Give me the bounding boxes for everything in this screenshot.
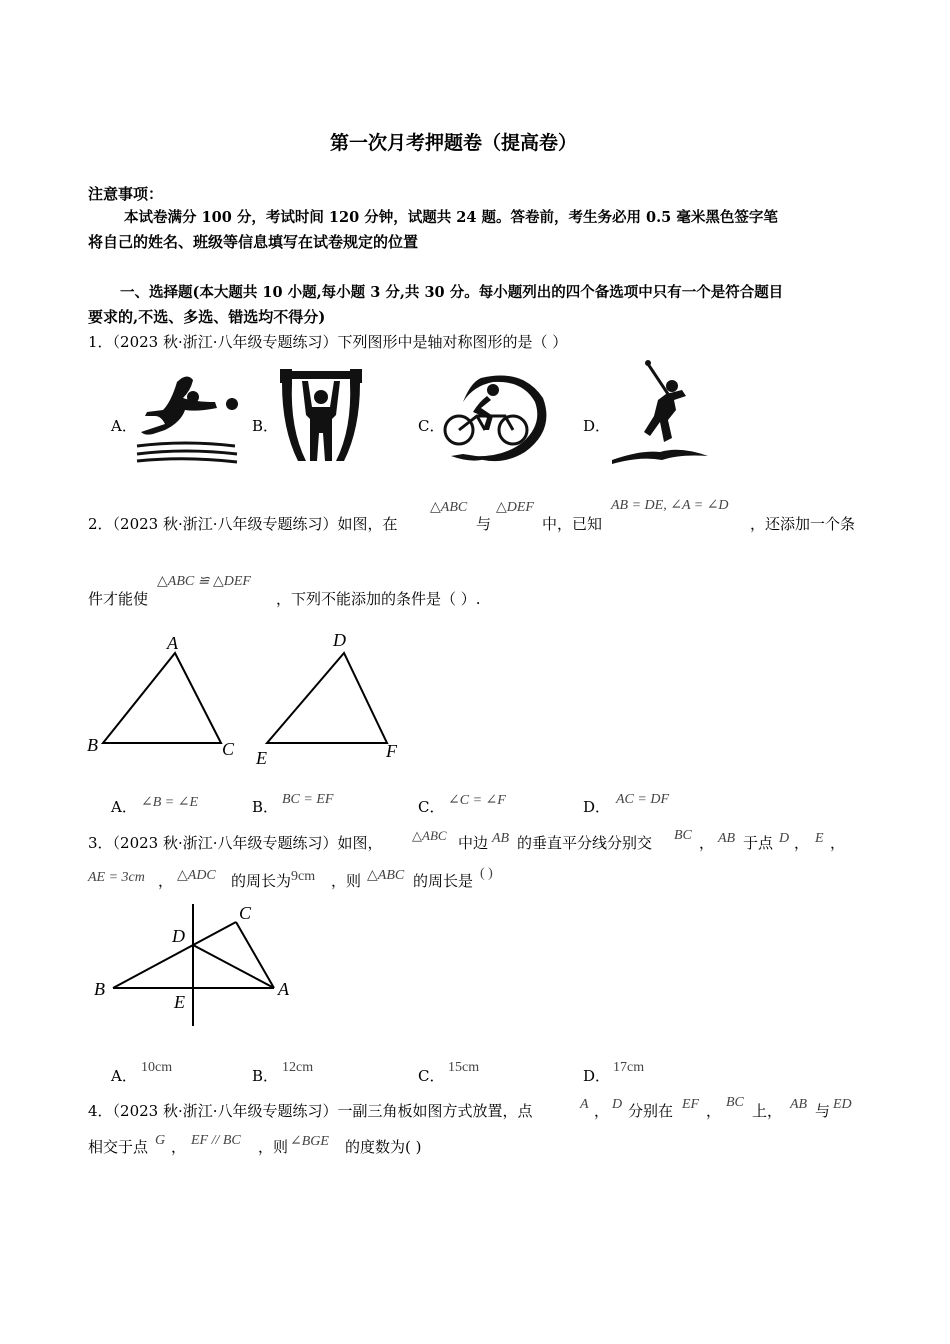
q3-vertex-b: B: [94, 979, 105, 999]
q2-option-b-label: B．: [252, 798, 279, 816]
q2-stem-question: ，下列不能添加的条件是（ ）.: [276, 590, 481, 608]
q2-triangles-figure: [80, 625, 410, 770]
q3-option-d-label: D．: [583, 1067, 611, 1085]
page-title: 第一次月考押题卷（提高卷）: [330, 132, 578, 154]
q3-answer-paren: ( ): [480, 866, 493, 881]
q1-figure-d-golfer-icon: [610, 360, 710, 464]
q1-figure-b-weightlifter-icon: [278, 369, 364, 465]
q1-option-a-label: A．: [111, 417, 137, 435]
section-1-line-2: 要求的,不选、多选、错选均不得分): [88, 308, 326, 326]
q4-text-1: ，: [594, 1102, 610, 1120]
q3-vertex-c: C: [239, 903, 252, 923]
q1-option-b-label: B．: [252, 417, 279, 435]
notice-line-2: 将自己的姓名、班级等信息填写在试卷规定的位置: [88, 233, 419, 251]
q3-option-a-label: A．: [111, 1067, 137, 1085]
q4-math-bge: ∠BGE: [290, 1134, 329, 1149]
q3-math-adc: △ADC: [177, 868, 216, 883]
q2-text-tail: ，还添加一个条: [750, 515, 856, 533]
q2-vertex-c: C: [222, 739, 235, 759]
q4-math-a: A: [580, 1097, 589, 1112]
q3-math-bc: BC: [674, 828, 692, 843]
q3-option-b-value: 12cm: [282, 1060, 314, 1075]
q3-text-7: ，: [158, 872, 174, 890]
q3-text-5: ，: [794, 834, 810, 852]
q4-math-d: D: [612, 1097, 623, 1112]
q3-point-d: D: [172, 926, 185, 946]
q2-option-d-math: AC = DF: [616, 792, 669, 807]
q2-vertex-a: A: [167, 633, 178, 653]
q1-stem: 1．（2023 秋·浙江·八年级专题练习）下列图形中是轴对称图形的是（ ）: [88, 333, 568, 351]
q2-math-abc: △ABC: [430, 500, 468, 515]
q3-option-c-value: 15cm: [448, 1060, 480, 1075]
q2-vertex-f: F: [386, 741, 397, 761]
q3-text-3: ，: [699, 834, 715, 852]
section-1-line-1: 一、选择题(本大题共 10 小题,每小题 3 分,共 30 分。每小题列出的四个备选项中只有一个是符合题目: [120, 284, 784, 301]
q3-perpendicular-bisector-figure: [88, 898, 303, 1028]
q3-option-a-value: 10cm: [141, 1060, 173, 1075]
triangle-abc: [103, 653, 221, 743]
q2-stem-line2: 件才能使: [88, 590, 149, 608]
q4-math-bc: BC: [726, 1095, 744, 1110]
q2-option-a-math: ∠B = ∠E: [141, 795, 199, 810]
q3-stem-start: 3．（2023 秋·浙江·八年级专题练习）如图，: [88, 834, 383, 852]
q4-math-ed: ED: [833, 1097, 852, 1112]
q4-stem-start: 4．（2023 秋·浙江·八年级专题练习）一副三角板如图方式放置，点: [88, 1102, 533, 1120]
triangle-def: [267, 653, 387, 743]
q4-math-parallel: EF // BC: [191, 1133, 241, 1148]
q3-option-d-value: 17cm: [613, 1060, 645, 1075]
q4-math-g: G: [155, 1133, 166, 1148]
q4-text-4: 上，: [752, 1102, 783, 1120]
q4-stem-line2: 相交于点: [88, 1138, 149, 1156]
notice-line-1: 本试卷满分 100 分，考试时间 120 分钟，试题共 24 题。答卷前，考生务必用 0.5 毫米黑色签字笔: [124, 209, 778, 226]
q2-vertex-e: E: [256, 748, 267, 768]
q4-text-8: 的度数为( ): [345, 1138, 422, 1156]
q3-text-6: ，: [830, 834, 846, 852]
q1-figure-c-cyclist-icon: [443, 372, 551, 464]
q3-math-ab: AB: [492, 831, 510, 846]
q3-math-abc: △ABC: [412, 828, 447, 843]
q3-math-abc-2: △ABC: [367, 868, 405, 883]
q3-option-c-label: C．: [418, 1067, 445, 1085]
notice-heading: 注意事项：: [88, 185, 164, 203]
q2-option-c-math: ∠C = ∠F: [448, 793, 506, 808]
q2-math-condition: AB = DE, ∠A = ∠D: [611, 498, 729, 513]
q3-math-e: E: [815, 831, 824, 846]
q2-math-def: △DEF: [496, 500, 534, 515]
q2-option-d-label: D．: [583, 798, 611, 816]
q3-vertex-a: A: [278, 979, 289, 999]
q3-text-1: 中边: [458, 834, 489, 852]
q4-text-7: ，则: [258, 1138, 289, 1156]
q3-text-10: 的周长是: [413, 872, 474, 890]
q2-option-a-label: A．: [111, 798, 137, 816]
q2-math-congruent: △ABC ≌ △DEF: [157, 574, 251, 589]
q4-text-5: 与: [815, 1102, 831, 1120]
q4-math-ef: EF: [682, 1097, 700, 1112]
q2-vertex-b: B: [87, 735, 98, 755]
q3-math-ab-2: AB: [718, 831, 736, 846]
q4-text-6: ，: [171, 1138, 187, 1156]
q2-vertex-d: D: [333, 630, 346, 650]
q4-text-3: ，: [706, 1102, 722, 1120]
q3-math-d: D: [779, 831, 790, 846]
q2-option-c-label: C．: [418, 798, 445, 816]
q4-text-2: 分别在: [628, 1102, 674, 1120]
q3-point-e: E: [174, 992, 185, 1012]
q2-text-zhong: 中，已知: [542, 515, 603, 533]
q2-option-b-math: BC = EF: [282, 792, 334, 807]
q3-text-9: ，则: [331, 872, 362, 890]
q1-option-c-label: C．: [418, 417, 445, 435]
q2-text-yu: 与: [476, 515, 492, 533]
q1-option-d-label: D．: [583, 417, 611, 435]
q3-math-9cm: 9cm: [291, 869, 316, 884]
q2-stem-start: 2．（2023 秋·浙江·八年级专题练习）如图，在: [88, 515, 398, 533]
q4-math-ab: AB: [790, 1097, 808, 1112]
q1-figure-a-volleyball-icon: [135, 372, 245, 466]
q3-text-8: 的周长为: [231, 872, 292, 890]
q3-text-4: 于点: [743, 834, 774, 852]
q3-math-ae: [88, 870, 145, 886]
q3-math-ae-text: AE = 3cm: [88, 870, 145, 885]
q3-text-2: 的垂直平分线分别交: [517, 834, 653, 852]
q3-option-b-label: B．: [252, 1067, 279, 1085]
